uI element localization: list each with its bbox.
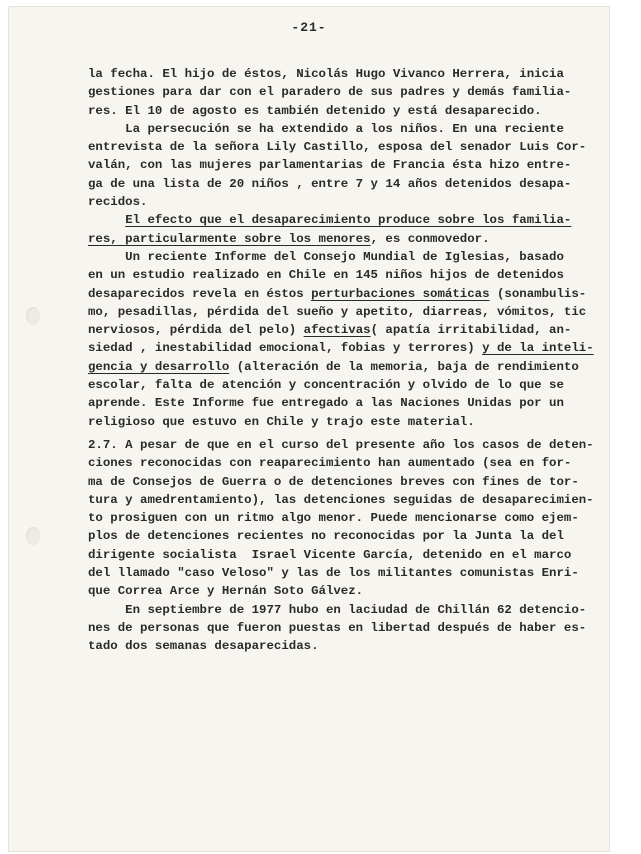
line-text: entrevista de la señora Lily Castillo, esposa del senador Luis Cor- bbox=[88, 140, 587, 155]
underlined-text: gencia y desarrollo bbox=[88, 359, 230, 374]
line-text: tura y amedrentamiento), las detenciones seguidas de desaparecimien- bbox=[88, 492, 594, 507]
underlined-text: y de la inteli- bbox=[482, 341, 594, 356]
text-line bbox=[88, 230, 608, 248]
line-text: tado dos semanas desaparecidas. bbox=[88, 639, 319, 654]
text-line bbox=[88, 564, 608, 582]
text-line bbox=[88, 339, 608, 357]
line-text: la fecha. El hijo de éstos, Nicolás Hugo Vivanco Herrera, inicia bbox=[88, 67, 564, 81]
paragraph-block-1 bbox=[88, 65, 608, 431]
line-text: dirigente socialista Israel Vicente García, detenido en el marco bbox=[88, 547, 572, 562]
text-line bbox=[88, 358, 608, 376]
line-text: mo, pesadillas, pérdida del sueño y apetito, diarreas, vómitos, tic bbox=[88, 304, 587, 319]
line-text: (sonambulis- bbox=[489, 286, 587, 301]
line-text: La persecución se ha extendido a los niños. En una reciente bbox=[88, 121, 564, 136]
line-text: escolar, falta de atención y concentración y olvido de lo que se bbox=[88, 378, 564, 393]
text-line bbox=[88, 527, 608, 545]
punch-hole bbox=[26, 307, 40, 325]
line-text: siedad , inestabilidad emocional, fobias y terrores) bbox=[88, 341, 483, 356]
line-text: ma de Consejos de Guerra o de detenciones breves con fines de tor- bbox=[88, 474, 579, 489]
line-text: ciones reconocidas con reaparecimiento han aumentado (sea en for- bbox=[88, 456, 572, 471]
line-text: valán, con las mujeres parlamentarias de Francia ésta hizo entre- bbox=[88, 158, 572, 173]
text-line bbox=[88, 266, 608, 284]
text-line bbox=[88, 454, 608, 472]
text-line bbox=[88, 102, 608, 120]
text-line bbox=[88, 211, 608, 229]
underlined-text: afectivas bbox=[303, 323, 371, 338]
text-line bbox=[88, 619, 608, 637]
text-line bbox=[88, 83, 608, 101]
text-line bbox=[88, 601, 608, 619]
underlined-text: perturbaciones somáticas bbox=[311, 286, 490, 301]
text-line bbox=[88, 582, 608, 600]
line-text: (alteración de la memoria, baja de rendimiento bbox=[229, 359, 579, 374]
line-text: res. El 10 de agosto es también detenido y está desaparecido. bbox=[88, 103, 542, 118]
paragraph-block-2-section-2-7 bbox=[88, 436, 608, 656]
text-line bbox=[88, 65, 608, 83]
line-text: recidos. bbox=[88, 195, 148, 210]
line-text: plos de detenciones recientes no reconocidas por la Junta la del bbox=[88, 529, 564, 544]
text-line bbox=[88, 546, 608, 564]
text-line bbox=[88, 491, 608, 509]
text-line bbox=[88, 248, 608, 266]
line-text: to prosiguen con un ritmo algo menor. Puede mencionarse como ejem- bbox=[88, 511, 579, 526]
text-line bbox=[88, 120, 608, 138]
line-text: desaparecidos revela en éstos bbox=[88, 286, 312, 301]
line-text: ga de una lista de 20 niños , entre 7 y 14 años detenidos desapa- bbox=[88, 176, 572, 191]
text-line bbox=[88, 413, 608, 431]
line-text: 2.7. A pesar de que en el curso del presente año los casos de deten- bbox=[88, 438, 594, 452]
line-text bbox=[88, 213, 125, 227]
text-line bbox=[88, 303, 608, 321]
text-line bbox=[88, 193, 608, 211]
line-text: nes de personas que fueron puestas en libertad después de haber es- bbox=[88, 620, 587, 635]
line-text: aprende. Este Informe fue entregado a las Naciones Unidas por un bbox=[88, 396, 564, 411]
line-text: Un reciente Informe del Consejo Mundial de Iglesias, basado bbox=[88, 249, 564, 264]
text-line bbox=[88, 156, 608, 174]
text-line bbox=[88, 436, 608, 454]
document-page bbox=[8, 6, 610, 852]
text-line bbox=[88, 509, 608, 527]
line-text: que Correa Arce y Hernán Soto Gálvez. bbox=[88, 584, 364, 599]
line-text: ( apatía irritabilidad, an- bbox=[370, 323, 572, 338]
line-text: gestiones para dar con el paradero de sus padres y demás familia- bbox=[88, 85, 572, 100]
text-line bbox=[88, 376, 608, 394]
text-line bbox=[88, 138, 608, 156]
underlined-text: El efecto que el desaparecimiento produce sobre los familia- bbox=[125, 213, 572, 228]
punch-hole bbox=[26, 527, 40, 545]
line-text: nerviosos, pérdida del pelo) bbox=[88, 323, 304, 338]
text-line bbox=[88, 175, 608, 193]
text-line bbox=[88, 321, 608, 339]
line-text: En septiembre de 1977 hubo en laciudad de Chillán 62 detencio- bbox=[88, 602, 587, 617]
page-number: -21- bbox=[291, 20, 327, 35]
line-text: del llamado "caso Veloso" y las de los militantes comunistas Enri- bbox=[88, 566, 579, 581]
text-line bbox=[88, 473, 608, 491]
line-text: en un estudio realizado en Chile en 145 niños hijos de detenidos bbox=[88, 268, 564, 283]
line-text: religioso que estuvo en Chile y trajo este material. bbox=[88, 414, 475, 429]
text-line bbox=[88, 285, 608, 303]
text-line bbox=[88, 394, 608, 412]
line-text: , es conmovedor. bbox=[370, 231, 490, 246]
underlined-text: res, particularmente sobre los menores bbox=[88, 231, 371, 246]
text-line bbox=[88, 637, 608, 655]
